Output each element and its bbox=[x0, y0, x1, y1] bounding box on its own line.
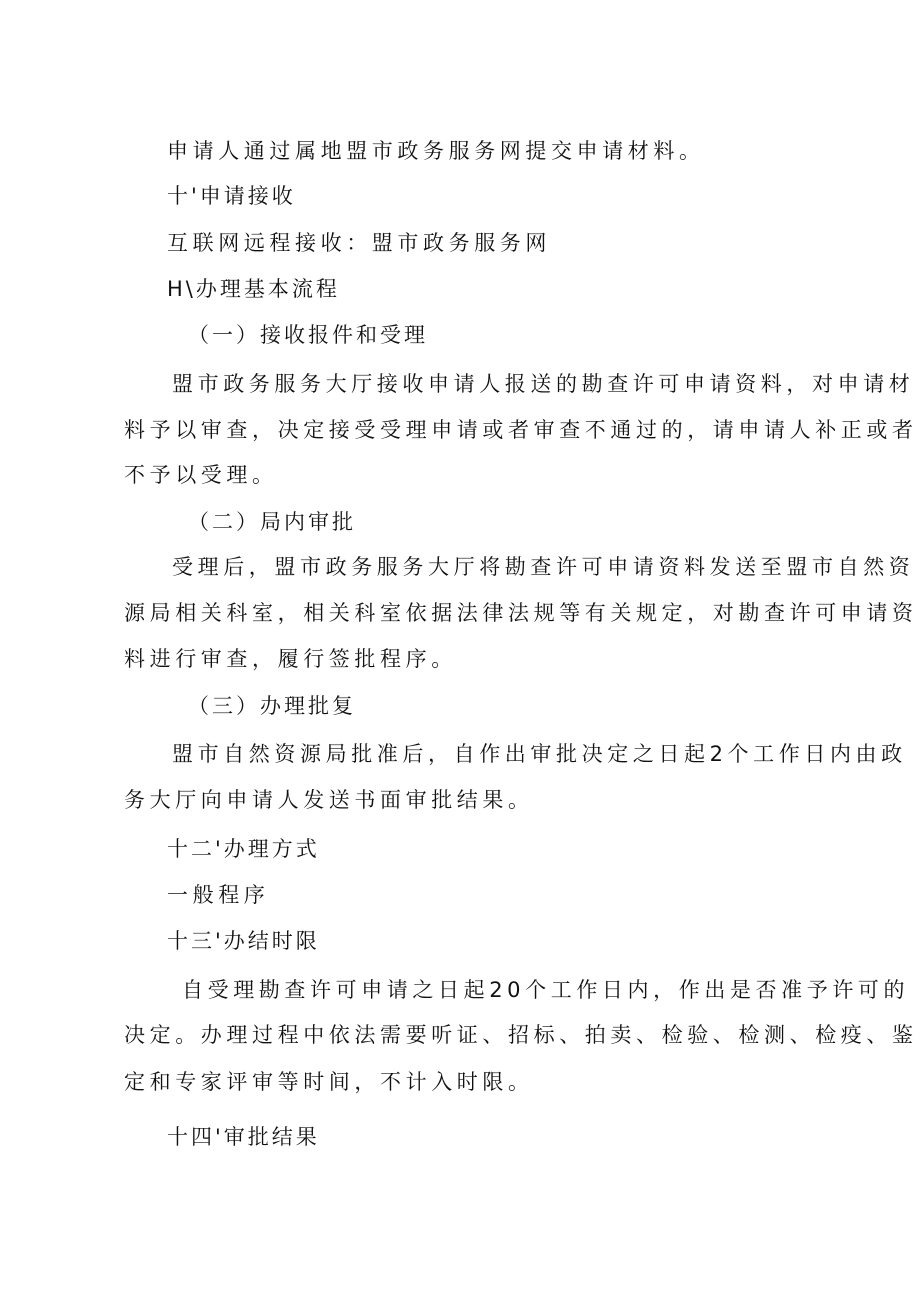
subsection-heading: （二）局内审批 bbox=[188, 510, 356, 534]
paragraph-line: 盟市政务服务大厅接收申请人报送的勘查许可申请资料，对申请材 bbox=[172, 372, 915, 396]
paragraph-line: 受理后，盟市政务服务大厅将勘查许可申请资料发送至盟市自然资 bbox=[172, 555, 915, 579]
paragraph-line: 互联网远程接收：盟市政务服务网 bbox=[167, 231, 551, 255]
section-heading: 十四'审批结果 bbox=[167, 1125, 320, 1149]
subsection-heading: （三）办理批复 bbox=[188, 694, 356, 718]
paragraph-line: 不予以受理。 bbox=[124, 463, 278, 487]
subsection-heading: （一）接收报件和受理 bbox=[188, 323, 428, 347]
paragraph-line: 自受理勘查许可申请之日起20个工作日内，作出是否准予许可的 bbox=[182, 978, 910, 1002]
paragraph-line: 料予以审查，决定接受受理申请或者审查不通过的，请申请人补正或者 bbox=[124, 418, 918, 442]
paragraph-line: 务大厅向申请人发送书面审批结果。 bbox=[124, 788, 534, 812]
paragraph-line: 决定。办理过程中依法需要听证、招标、拍卖、检验、检测、检疫、鉴 bbox=[124, 1023, 918, 1047]
section-heading: 十三'办结时限 bbox=[167, 929, 320, 953]
section-heading: 十'申请接收 bbox=[167, 184, 296, 208]
section-heading: 十二'办理方式 bbox=[167, 837, 320, 861]
paragraph-line: 定和专家评审等时间，不计入时限。 bbox=[124, 1070, 534, 1094]
paragraph-line: 料进行审查，履行签批程序。 bbox=[124, 647, 457, 671]
section-heading: H\办理基本流程 bbox=[167, 277, 340, 301]
paragraph-line: 盟市自然资源局批准后，自作出审批决定之日起2个工作日内由政 bbox=[172, 742, 907, 766]
paragraph-line: 申请人通过属地盟市政务服务网提交申请材料。 bbox=[167, 139, 705, 163]
paragraph-line: 一般程序 bbox=[167, 883, 270, 907]
paragraph-line: 源局相关科室，相关科室依据法律法规等有关规定，对勘查许可申请资 bbox=[124, 601, 918, 625]
